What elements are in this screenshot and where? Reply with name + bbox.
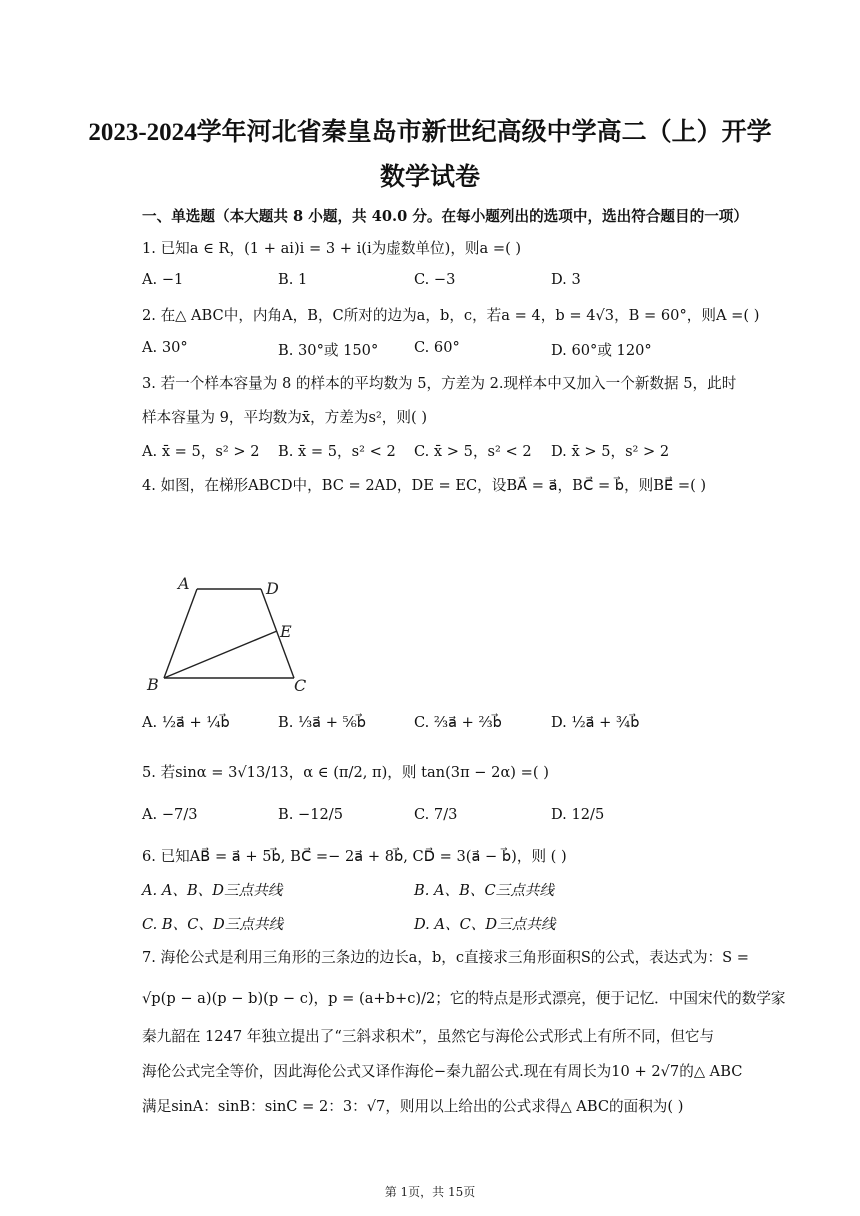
label-e: E [280,622,292,641]
question-7-line1: 7. 海伦公式是利用三角形的三条边的边长a，b，c直接求三角形面积S的公式，表达式为：S = [142,949,750,966]
q1-option-c: C. −3 [414,271,456,288]
q2-option-d: D. 60°或 120° [551,342,652,359]
edge-ba [164,589,197,678]
q1-option-a: A. −1 [142,271,184,288]
question-7-line2: √p(p − a)(p − b)(p − c)，p = (a+b+c)/2；它的特点是形式漂亮，便于记忆．中国宋代的数学家 [142,990,786,1007]
q5-option-a: A. −7/3 [142,806,198,823]
question-4-stem: 4. 如图，在梯形ABCD中，BC = 2AD，DE = EC，设BA⃗ = a⃗，BC⃗ = b⃗，则BE⃗ =( ) [142,477,707,494]
q5-option-b: B. −12/5 [278,806,344,823]
label-a: A [178,575,190,593]
q1-option-d: D. 3 [551,271,581,288]
q3-option-d: D. x̄ > 5，s² > 2 [551,443,670,460]
q4-option-c: C. ⅔a⃗ + ⅔b⃗ [414,714,502,731]
page-footer: 第 1页，共 15页 [384,1185,476,1199]
section-heading: 一、单选题（本大题共 8 小题，共 40.0 分。在每小题列出的选项中，选出符合题目的一项） [142,208,748,225]
question-7-line5: 满足sinA：sinB：sinC = 2：3：√7，则用以上给出的公式求得△ ABC的面积为( ) [142,1098,684,1115]
q5-option-d: D. 12/5 [551,806,605,823]
q5-option-c: C. 7/3 [414,806,458,823]
q3-option-b: B. x̄ = 5，s² < 2 [278,443,396,460]
label-c: C [294,676,307,695]
q1-option-b: B. 1 [278,271,308,288]
q4-option-d: D. ½a⃗ + ¾b⃗ [551,714,640,731]
q2-option-c: C. 60° [414,339,460,356]
label-d: D [266,579,279,598]
question-3-stem-line1: 3. 若一个样本容量为 8 的样本的平均数为 5，方差为 2.现样本中又加入一个新数据 5，此时 [142,375,737,392]
question-5-stem: 5. 若sinα = 3√13/13，α ∈ (π/2, π)，则 tan(3π − 2α) =( ) [142,764,549,781]
exam-title: 2023-2024学年河北省秦皇岛市新世纪高级中学高二（上）开学 [88,119,772,146]
q2-option-a: A. 30° [142,339,188,356]
trapezoid-figure [142,575,322,700]
segment-be [164,631,277,678]
question-6-stem: 6. 已知AB⃗ = a⃗ + 5b⃗, BC⃗ =− 2a⃗ + 8b⃗, CD⃗ = 3(a⃗ − b⃗)，则 ( ) [142,848,567,865]
q6-option-c: C. B、C、D三点共线 [142,916,284,933]
question-2-stem: 2. 在△ ABC中，内角A，B，C所对的边为a，b，c，若a = 4，b = 4√3，B = 60°，则A =( ) [142,307,760,324]
q6-option-a: A. A、B、D三点共线 [142,882,283,899]
q2-option-b: B. 30°或 150° [278,342,379,359]
exam-subtitle: 数学试卷 [379,164,480,191]
question-7-line4: 海伦公式完全等价，因此海伦公式又译作海伦−秦九韶公式.现在有周长为10 + 2√7的△ ABC [142,1063,743,1080]
label-b: B [147,675,159,694]
q3-option-c: C. x̄ > 5，s² < 2 [414,443,532,460]
q6-option-d: D. A、C、D三点共线 [414,916,556,933]
q4-option-a: A. ½a⃗ + ¼b⃗ [142,714,230,731]
q3-option-a: A. x̄ = 5，s² > 2 [142,443,260,460]
question-1-stem: 1. 已知a ∈ R，(1 + ai)i = 3 + i(i为虚数单位)，则a =( ) [142,240,522,257]
q6-option-b: B. A、B、C三点共线 [414,882,554,899]
q4-option-b: B. ⅓a⃗ + ⅚b⃗ [278,714,367,731]
question-3-stem-line2: 样本容量为 9，平均数为x̄，方差为s²，则( ) [142,409,428,426]
question-7-line3: 秦九韶在 1247 年独立提出了“三斜求积术”，虽然它与海伦公式形式上有所不同，但它与 [142,1028,715,1045]
